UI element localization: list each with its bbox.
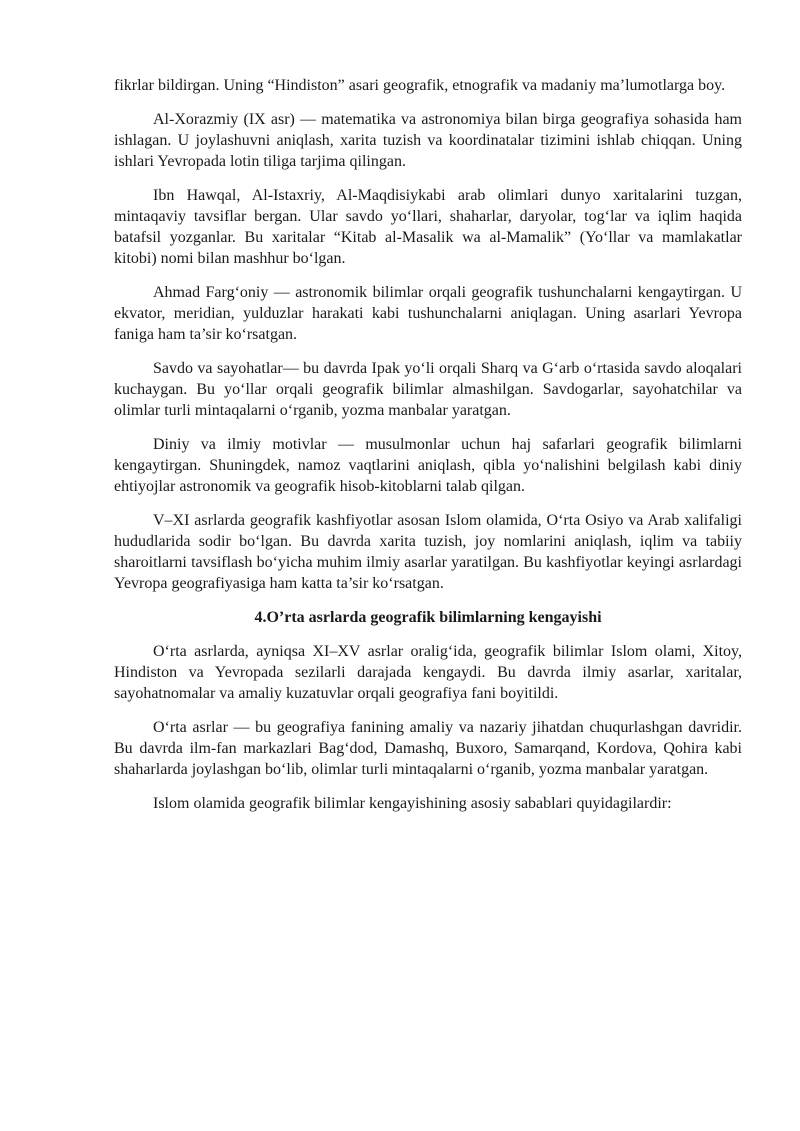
paragraph-middle-ages-period: O‘rta asrlar — bu geografiya fanining amaliy va nazariy jihatdan chuqurlashgan davridir. Bu davrda ilm-fan markazlari Bag‘dod, Damashq, Buxoro, Samarqand, Kordova, Qohira kabi shaharlarda joylashgan bo‘lib, olimlar turli mintaqalarni o‘rganib, yozma manbalar yaratgan.: [114, 719, 742, 778]
paragraph-trade-travel: Savdo va sayohatlar— bu davrda Ipak yo‘li orqali Sharq va G‘arb o‘rtasida savdo aloqalari kuchaygan. Bu yo‘llar orqali geografik bilimlar almashilgan. Savdogarlar, sayohatchilar va olimlar turli mintaqalarni o‘rganib, yozma manbalar yaratgan.: [114, 360, 742, 419]
paragraph-ahmad-fargoniy: Ahmad Farg‘oniy — astronomik bilimlar orqali geografik tushunchalarni kengaytirgan. U ekvator, meridian, yulduzlar harakati kabi tushunchalarni aniqlagan. Uning asarlari Yevropa faniga ham ta’sir ko‘rsatgan.: [114, 284, 742, 343]
paragraph-continuation: fikrlar bildirgan. Uning “Hindiston” asari geografik, etnografik va madaniy ma’lumotlarga boy.: [114, 77, 726, 94]
paragraph-islam-reasons: Islom olamida geografik bilimlar kengayishining asosiy sabablari quyidagilardir:: [153, 795, 672, 812]
document-page: [114, 75, 742, 827]
paragraph-al-xorazmiy: Al-Xorazmiy (IX asr) — matematika va astronomiya bilan birga geografiya sohasida ham ishlagan. U joylashuvni aniqlash, xarita tuzish va koordinatalar tizimini ishlab chiqqan. Uning ishlari Yevropada lotin tiliga tarjima qilingan.: [114, 111, 742, 170]
paragraph-middle-ages-expansion: O‘rta asrlarda, ayniqsa XI–XV asrlar oralig‘ida, geografik bilimlar Islom olami, Xitoy, Hindiston va Yevropada sezilarli darajada kengaydi. Bu davrda ilmiy asarlar, xaritalar, sayohatnomalar va amaliy kuzatuvlar orqali geografiya fani boyitildi.: [114, 643, 742, 702]
paragraph-arab-scholars: Ibn Hawqal, Al-Istaxriy, Al-Maqdisiykabi arab olimlari dunyo xaritalarini tuzgan, mintaqaviy tavsiflar bergan. Ular savdo yo‘llari, shaharlar, daryolar, tog‘lar va iqlim haqida batafsil yozganlar. Bu xaritalar “Kitab al-Masalik wa al-Mamalik” (Yo‘llar va mamlakatlar kitobi) nomi bilan mashhur bo‘lgan.: [114, 187, 742, 267]
paragraph-v-xi-discoveries: V–XI asrlarda geografik kashfiyotlar asosan Islom olamida, O‘rta Osiyo va Arab xalifaligi hududlarida sodir bo‘lgan. Bu davrda xarita tuzish, joy nomlarini aniqlash, iqlim va tabiiy sharoitlarni tavsiflash bo‘yicha muhim ilmiy asarlar yaratilgan. Bu kashfiyotlar keyingi asrlardagi Yevropa geografiyasiga ham katta ta’sir ko‘rsatgan.: [114, 512, 742, 592]
paragraph-religious-motives: Diniy va ilmiy motivlar — musulmonlar uchun haj safarlari geografik bilimlarni kengaytirgan. Shuningdek, namoz vaqtlarini aniqlash, qibla yo‘nalishini belgilash kabi diniy ehtiyojlar astronomik va geografik hisob-kitoblarni talab qilgan.: [114, 436, 742, 495]
section-heading: 4.O’rta asrlarda geografik bilimlarning kengayishi: [254, 609, 602, 626]
